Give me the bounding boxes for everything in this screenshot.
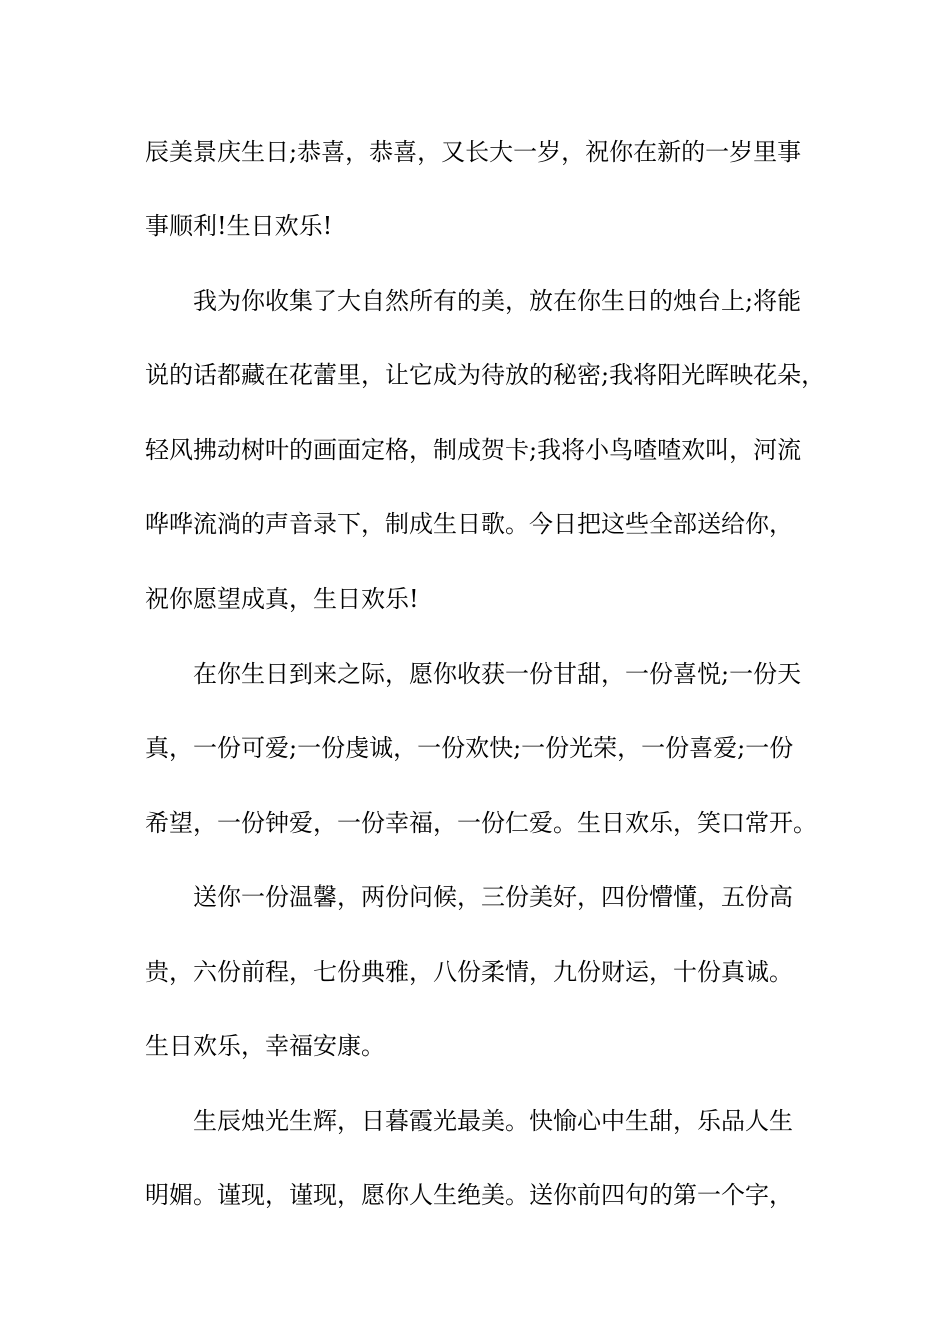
paragraph-start-line: 在你生日到来之际，愿你收获一份甘甜，一份喜悦;一份天 — [193, 660, 802, 688]
paragraph-start-line: 生辰烛光生辉，日暮霞光最美。快愉心中生甜，乐品人生 — [193, 1107, 793, 1135]
text-line: 辰美景庆生日;恭喜，恭喜，又长大一岁，祝你在新的一岁里事 — [145, 138, 802, 166]
text-line: 说的话都藏在花蕾里，让它成为待放的秘密;我将阳光晖映花朵， — [145, 361, 826, 389]
text-line: 生日欢乐，幸福安康。 — [145, 1032, 385, 1060]
text-line: 祝你愿望成真，生日欢乐! — [145, 585, 419, 613]
paragraph-start-line: 送你一份温馨，两份问候，三份美好，四份懵懂，五份高 — [193, 883, 793, 911]
text-line: 贵，六份前程，七份典雅，八份柔情，九份财运，十份真诚。 — [145, 958, 793, 986]
text-line: 真，一份可爱;一份虔诚，一份欢快;一份光荣，一份喜爱;一份 — [145, 734, 794, 762]
paragraph-start-line: 我为你收集了大自然所有的美，放在你生日的烛台上;将能 — [193, 287, 802, 315]
text-line: 哗哗流淌的声音录下，制成生日歌。今日把这些全部送给你， — [145, 510, 793, 538]
text-line: 事顺利!生日欢乐! — [145, 212, 333, 240]
text-line: 轻风拂动树叶的画面定格，制成贺卡;我将小鸟喳喳欢叫，河流 — [145, 436, 802, 464]
text-line: 希望，一份钟爱，一份幸福，一份仁爱。生日欢乐，笑口常开。 — [145, 809, 817, 837]
text-line: 明媚。谨现，谨现，愿你人生绝美。送你前四句的第一个字， — [145, 1181, 793, 1209]
